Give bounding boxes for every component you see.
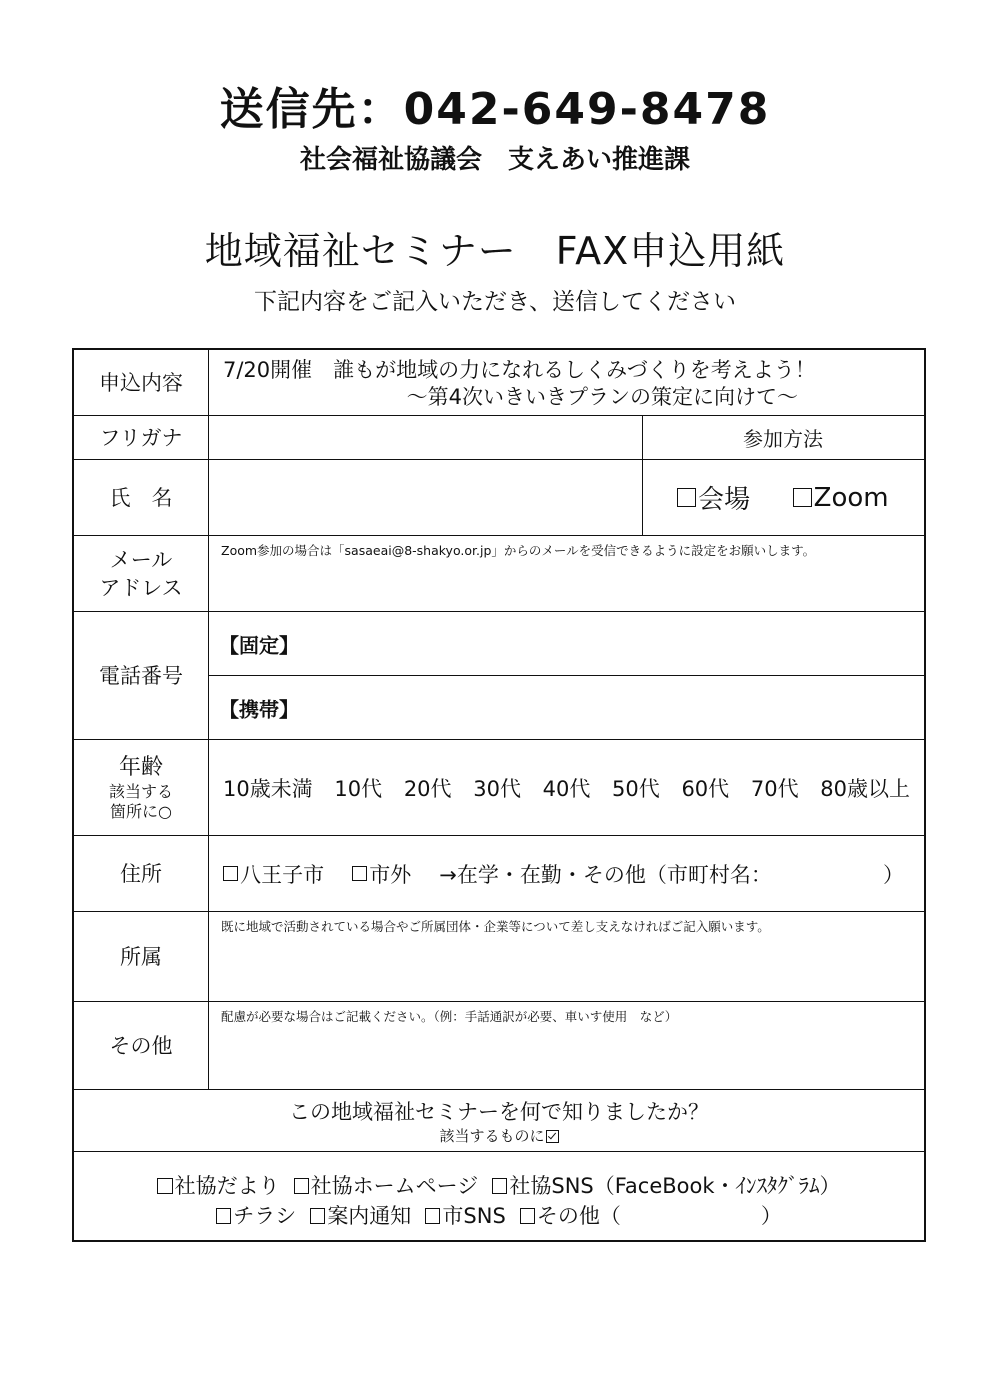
affiliation-label: 所属: [74, 912, 209, 1001]
furigana-row: [74, 416, 924, 460]
age-option[interactable]: 30代: [473, 776, 521, 801]
hachioji-option[interactable]: 八王子市: [223, 859, 324, 889]
phone-label: 電話番号: [74, 612, 209, 739]
name-label: 氏 名: [74, 460, 209, 535]
event-subtitle: ～第4次いきいきプランの策定に向けて～: [406, 385, 798, 409]
city-sns-checkbox[interactable]: [425, 1208, 440, 1223]
phone-mobile-input[interactable]: [209, 676, 924, 740]
zoom-option[interactable]: Zoom: [793, 483, 889, 513]
name-input[interactable]: [209, 460, 924, 535]
age-option[interactable]: 10歳未満: [223, 776, 313, 801]
attendance-method-header: 参加方法: [743, 427, 823, 451]
furigana-input[interactable]: [209, 416, 924, 459]
source-options-line2: [74, 1202, 924, 1230]
event-content: [209, 350, 924, 415]
source-option-notice[interactable]: 案内通知: [310, 1202, 411, 1230]
source-option-flyer[interactable]: チラシ: [216, 1202, 296, 1230]
address-options: [223, 836, 772, 911]
affiliation-row: [74, 912, 924, 1002]
attendance-method-options: [642, 460, 924, 535]
source-instruction: 該当するものに: [74, 1126, 924, 1146]
outside-detail-label: →在学・在勤・その他（市町村名：: [439, 862, 772, 887]
sns-checkbox[interactable]: [492, 1178, 507, 1193]
affiliation-input[interactable]: [209, 912, 924, 1001]
name-row: [74, 460, 924, 536]
phone-fixed-input[interactable]: [209, 612, 924, 676]
phone-fixed-label: 【固定】: [219, 633, 299, 657]
flyer-checkbox[interactable]: [216, 1208, 231, 1223]
affiliation-note: 既に地域で活動されている場合やご所属団体・企業等について差し支えなければご記入願います。: [221, 919, 770, 934]
source-option-homepage[interactable]: 社協ホームページ: [294, 1172, 479, 1200]
hachioji-checkbox[interactable]: [223, 866, 238, 881]
source-option-other[interactable]: その他（ ）: [520, 1202, 782, 1230]
event-row: [74, 350, 924, 416]
event-label: 申込内容: [74, 350, 209, 415]
age-option[interactable]: 20代: [403, 776, 452, 801]
phone-row: [74, 612, 924, 740]
source-options-line1: [74, 1172, 924, 1200]
other-input[interactable]: [209, 1002, 924, 1089]
zoom-checkbox[interactable]: [793, 488, 812, 507]
notice-checkbox[interactable]: [310, 1208, 325, 1223]
address-label: 住所: [74, 836, 209, 911]
age-option[interactable]: 40代: [542, 776, 591, 801]
source-option-city-sns[interactable]: 市SNS: [425, 1202, 505, 1230]
form-title: 地域福祉セミナー FAX申込用紙: [204, 229, 786, 273]
address-row: [74, 836, 924, 912]
outside-city-checkbox[interactable]: [352, 866, 367, 881]
venue-checkbox[interactable]: [677, 488, 696, 507]
age-option[interactable]: 70代: [750, 776, 799, 801]
fax-number-heading: 送信先：042-649-8478: [219, 84, 771, 135]
address-cell: [209, 836, 924, 911]
age-option[interactable]: 80歳以上: [820, 776, 910, 801]
furigana-label: フリガナ: [74, 416, 209, 459]
application-table: [72, 348, 926, 1242]
source-question: [74, 1090, 924, 1151]
source-question-text: この地域福祉セミナーを何で知りましたか？: [289, 1100, 709, 1124]
email-input[interactable]: [209, 536, 924, 611]
source-options-row: [74, 1152, 924, 1240]
department-name: 社会福祉協議会 支えあい推進課: [299, 145, 690, 175]
form-instructions: 下記内容をご記入いただき、送信してください: [253, 289, 737, 315]
source-option-sns[interactable]: 社協SNS（FaceBook・ｲﾝｽﾀｸﾞﾗﾑ）: [492, 1172, 840, 1200]
age-options-cell: [209, 740, 924, 835]
other-note: 配慮が必要な場合はご記載ください。（例：手話通訳が必要、車いす使用 など）: [221, 1009, 678, 1024]
email-note: Zoom参加の場合は「sasaeai@8-shakyo.or.jp」からのメールを受信できるように設定をお願いします。: [221, 543, 816, 558]
age-option[interactable]: 60代: [681, 776, 730, 801]
phone-mobile-label: 【携帯】: [219, 697, 299, 722]
event-title: 7/20開催 誰もが地域の力になれるしくみづくりを考えよう！: [223, 358, 816, 382]
source-question-row: [74, 1090, 924, 1152]
age-options: [223, 740, 910, 835]
other-label: その他: [74, 1002, 209, 1089]
other-row: [74, 1002, 924, 1090]
age-row: [74, 740, 924, 836]
email-row: [74, 536, 924, 612]
address-close-paren: ）: [883, 862, 904, 887]
age-label: 年齢 該当する 箇所に○: [74, 740, 209, 835]
checked-box-icon: [546, 1130, 559, 1143]
homepage-checkbox[interactable]: [294, 1178, 309, 1193]
email-label: メール アドレス: [74, 536, 209, 611]
source-option-newsletter[interactable]: 社協だより: [157, 1172, 279, 1200]
other-source-checkbox[interactable]: [520, 1208, 535, 1223]
outside-city-option[interactable]: 市外: [352, 859, 411, 889]
phone-cells: [209, 612, 924, 739]
venue-option[interactable]: 会場: [677, 479, 750, 516]
source-options: [74, 1152, 924, 1240]
newsletter-checkbox[interactable]: [157, 1178, 172, 1193]
age-option[interactable]: 10代: [334, 776, 383, 801]
age-option[interactable]: 50代: [612, 776, 660, 801]
